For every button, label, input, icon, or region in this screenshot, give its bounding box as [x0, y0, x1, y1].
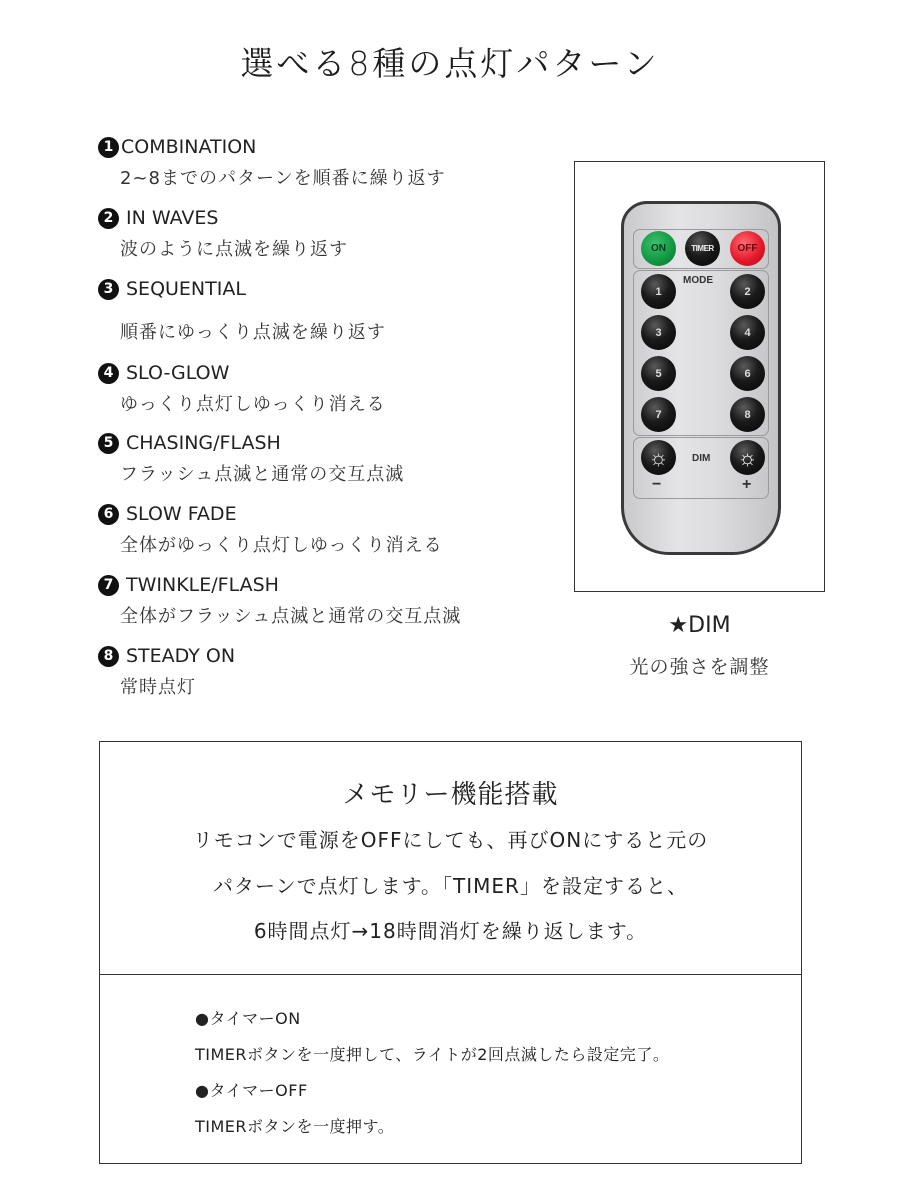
pattern-name: COMBINATION: [121, 136, 257, 158]
sun-outline-icon: ☼: [648, 444, 669, 470]
memory-title: メモリー機能搭載: [342, 780, 559, 810]
pattern-item-6: [98, 501, 443, 556]
pattern-name: SEQUENTIAL: [126, 278, 246, 300]
timer-off-heading: ●タイマーOFF: [195, 1081, 308, 1100]
pattern-name: STEADY ON: [126, 645, 236, 667]
timer-off-description: TIMERボタンを一度押す。: [195, 1117, 395, 1136]
pattern-desc: 全体がゆっくり点灯しゆっくり消える: [120, 535, 443, 556]
remote-mode-button-1: 1: [641, 274, 676, 309]
page-title: 選べる8種の点灯パターン: [240, 44, 660, 83]
pattern-name: IN WAVES: [126, 207, 219, 229]
timer-on-description: TIMERボタンを一度押して、ライトが2回点滅したら設定完了。: [195, 1045, 670, 1064]
remote-timer-button: TIMER: [685, 231, 720, 266]
remote-mode-button-8: 8: [730, 397, 765, 432]
pattern-desc: 波のように点滅を繰り返す: [120, 239, 348, 260]
pattern-desc: フラッシュ点滅と通常の交互点滅: [120, 464, 405, 485]
remote-on-button: ON: [641, 231, 676, 266]
number-badge-icon: 6: [98, 504, 119, 525]
pattern-desc: 2~8までのパターンを順番に繰り返す: [120, 168, 446, 189]
sun-filled-icon: ☼: [737, 444, 758, 470]
timer-on-heading: ●タイマーON: [195, 1009, 301, 1028]
pattern-desc: 常時点灯: [120, 677, 196, 698]
pattern-item-8: [98, 643, 236, 698]
dim-title: ★DIM: [668, 613, 731, 638]
memory-feature-box: [99, 741, 802, 1164]
pattern-item-7: [98, 572, 462, 627]
memory-summary: [100, 742, 801, 975]
pattern-desc: ゆっくり点灯しゆっくり消える: [120, 394, 386, 415]
pattern-item-1: [98, 134, 446, 189]
memory-line-3: 6時間点灯→18時間消灯を繰り返します。: [253, 919, 648, 943]
memory-line-1: リモコンで電源をOFFにしても、再びONにすると元の: [192, 828, 709, 852]
memory-line-2: パターンで点灯します。「TIMER」を設定すると、: [213, 874, 688, 898]
pattern-item-4: [98, 360, 386, 415]
remote-mode-button-4: 4: [730, 315, 765, 350]
pattern-desc: 順番にゆっくり点滅を繰り返す: [120, 322, 386, 343]
number-badge-icon: 4: [98, 363, 119, 384]
mode-label: MODE: [683, 275, 713, 286]
pattern-item-5: [98, 430, 405, 485]
number-badge-icon: 5: [98, 433, 119, 454]
minus-icon: −: [652, 476, 662, 493]
remote-control-image: [621, 201, 781, 555]
remote-image-frame: [574, 161, 825, 592]
pattern-name: SLOW FADE: [126, 503, 237, 525]
remote-dim-plus-button: [730, 440, 765, 475]
remote-off-button: OFF: [730, 231, 765, 266]
remote-mode-button-3: 3: [641, 315, 676, 350]
pattern-name: CHASING/FLASH: [126, 432, 281, 454]
pattern-desc: 全体がフラッシュ点滅と通常の交互点滅: [120, 606, 462, 627]
pattern-item-3: [98, 276, 386, 343]
dim-label: DIM: [692, 453, 711, 464]
pattern-name: SLO-GLOW: [126, 362, 230, 384]
remote-dim-minus-button: [641, 440, 676, 475]
dim-description: 光の強さを調整: [629, 656, 770, 678]
pattern-name: TWINKLE/FLASH: [126, 574, 279, 596]
number-badge-icon: 3: [98, 279, 119, 300]
number-badge-icon: 8: [98, 646, 119, 667]
number-badge-icon: 1: [98, 137, 119, 158]
pattern-item-2: [98, 205, 348, 260]
number-badge-icon: 2: [98, 208, 119, 229]
remote-mode-button-2: 2: [730, 274, 765, 309]
remote-mode-button-7: 7: [641, 397, 676, 432]
remote-mode-button-6: 6: [730, 356, 765, 391]
remote-mode-button-5: 5: [641, 356, 676, 391]
plus-icon: +: [742, 476, 752, 493]
number-badge-icon: 7: [98, 575, 119, 596]
